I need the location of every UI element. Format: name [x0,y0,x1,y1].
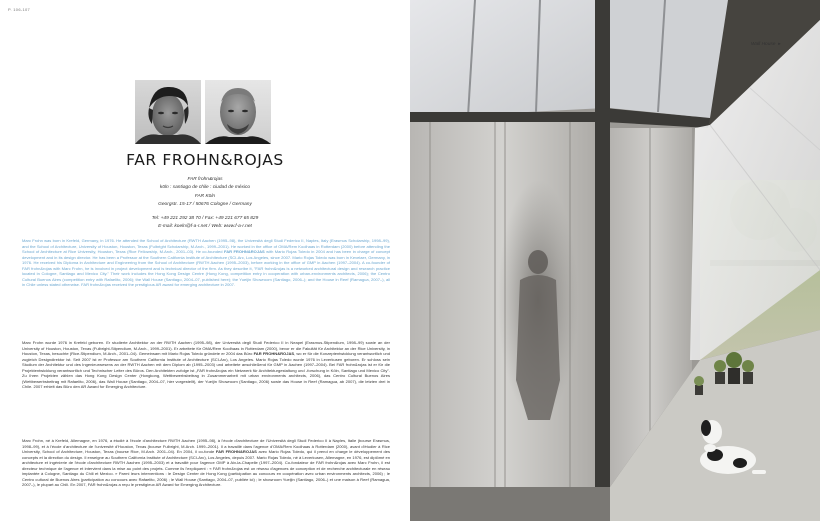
biography-german [22,340,390,390]
contact-phone-fax: Tel: +49 221 292 38 70 / Fax: +49 221 677 65 829 [151,216,259,222]
project-tab-label: Wall House [751,42,776,47]
contact-address: Georgstr. 15-17 / 50676 Cologne / Germany [158,201,252,207]
contact-cities: köln : santiago de chile : ciudad de méxico [159,185,251,191]
bio-fr-firm-name: FAR FROHN&ROJAS [215,449,257,455]
architect-portraits [135,80,271,144]
contact-email-web: E-mail: koeln@f-a-r.net / Web: www.f-a-r.net [158,224,252,230]
bio-fr-text-2: avec Mario Rojas Toledo, qui il prend en charge le développement des concepts et la direction du design. Il enseigne au Southern California Institute of Architecture (SCI-Arc), Los Angeles, depuis 2007. Mario Rojas Toledo, né à Leverkusen, Allemagne, en 1976, est diplômé en architecture et ingénierie de l'école d'architecture RWTH Aachen (1995–2003) et a travaillé pour l'agence GMP à Aix-la-Chapelle (1997–2004). Co-fondateur de FAR frohn&rojas avec Marc Frohn, il est directeur technique de l'agence et intervient dans la mise au point des projets. Comme ils l'expliquent : « FAR frohn&rojas est un réseau d'agences de conception et de recherche architecturale en réseau implantée à Cologne, Santiago du Chili et Mexico. » Parmi leurs interventions : le Design Center de Hong Kong (participation au concours en coopération avec urban environments architects, 2006) ; le Centro cultural de Buenos Aires (participation au concours avec Rafaelito, 2006) ; le Wall House (Santiago, 2004–07, publiée ici) ; le showroom Yueijin (Santiago, 2006–) et une maison à Reef (Ramagua, 2007–), le plupart au Chili. En 2007, FAR frohn&rojas a reçu le prestigieux AR Award for Emerging Architecture. [22,449,390,488]
arrow-right-icon: ► [777,41,782,46]
bio-fr-text-1: Marc Frohn, né à Krefeld, Allemagne, en 1976, a étudié à l'école d'architecture RWTH Aachen (1995–98), à l'école d'architecture de l'Università degli Studi Federico II à Naples, Italie (bourse Erasmus, 1998–99), et à l'école d'architecture de l'université d'Houston, Texas (bourse Fulbright, M.Arch. 1999–2001). Il a travaillé dans l'agence d'OMA/Rem Koolhaas à Rotterdam (2000), avant d'étudier à Rice University, School of Architecture, Houston, Texas (bourse Rice, M.Arch. 2001–04). En 2004, il co-fonde [22,438,390,455]
contact-office: FAR Köln [194,193,216,199]
bio-de-firm-name: FAR FROHN&ROJAS [253,351,295,357]
portrait-mario-rojas-toledo [205,80,271,144]
contact-firm: FAR frohn&rojas [187,177,223,182]
project-tab [751,41,781,47]
biography-english [22,238,390,288]
bio-en-text-2: with Mario Rojas Toledo in 2004 and has been in charge of concept development and in its design director. He has been a Professor at the Southern California Institute of Architecture (SCI-Arc, Los Angeles, since 2007. Mario Rojas Toledo was born in Kevelaer, Germany, in 1976. He received his Diploma in Architecture and Engineering from the School of Architecture (RWTH Aachen (1995–2003), before working in the office of GMP in Aachen (1997–2004). A co-founder of FAR frohn&rojas with Marc Frohn, he is involved in project development and is technical director of the firm. As they describe it, "FAR frohn&rojas is a networked architectural design and research practice located in Cologne, Santiago and Mexico City." Their work includes the Hong Kong Design Centre (Hong Kong, competition entry in cooperation with urban-environments architects, 2006); the Centro Cultural Buenos Aires (competition entry with Rafaelito, 2006); the Wall House (Santiago, 2004–07, published here); the Yueijin Showroom (Santiago, 2006–); and the House in Reef (Ramagua, 2007–), all in Chile unless stated otherwise. FAR frohn&rojas received the prestigious AR award for emerging architecture in 2007. [22,249,391,288]
architect-name: FAR FROHN&ROJAS [126,151,284,169]
bio-de-text-2: , wo er für die Konzeptentwicklung verantwortlich und zugleich Designdirektor ist. Seit 2007 ist er Professor am Southern California Institute of Architecture (SCI-Arc), Los Angeles. Mario Rojas Toledo wurde 1976 in Leverkusen geboren. Er schloss sein Studium der Architektur und des Ingenieurwesens an der RWTH Aachen mit dem Diplom ab (1995–2003) und arbeitete anschließend für GMP in Aachen (1997–2004). Bei FAR frohn&rojas ist er für die Projektentwicklung verantwortlich und Technischer Leiter des Büros. Den Architekten zufolge ist „FAR frohn&rojas ein Netzwerk für Architekturgestaltung und -forschung in Köln, Santiago und Mexico City". Zu ihren Projekten zählen das Hong Kong Design Center (Hongkong, Wettbewerbsbeitrag in Zusammenarbeit mit urban environments architects, 2006), das Centro Cultural Buenos Aires (Wettbewerbsbeitrag mit Rafaelito, 2006), das Wall House (Santiago, 2004–07, hier vorgestellt), der Yueijin Showroom (Santiago, 2006) sowie das House in Reef (Ramagua, ab 2007), die letzten drei in Chile. 2007 erhielt das Büro den AR Award for Emerging Architecture. [22,351,390,390]
bio-de-text-1: Marc Frohn wurde 1976 in Krefeld geboren. Er studierte Architektur an der RWTH Aachen (1995–98), der Università degli Studi Federico II in Neapel (Erasmus-Stipendium, 1998–99) sowie an der University of Houston, Houston, Texas (Fulbright-Stipendium, M.Arch., 1999–2001). Er arbeitete für OMA/Rem Koolhaas in Rotterdam (2000), bevor er die Fakultät für Architektur an der Rice University, in Houston, Texas, besuchte (Rice-Stipendium, M.Arch., 2001–04). Gemeinsam mit Mario Rojas Toledo gründete er 2004 das Büro [22,340,390,357]
bio-en-text-1: Marc Frohn was born in Krefeld, Germany, in 1976. He attended the School of Architecture (RWTH Aachen (1995–98), the Università degli Studi Federico II, Naples, Italy (Erasmus Scholarship, 1998–99), and the School of Architecture, University of Houston, Houston, Texas (Fulbright Scholarship, M.Arch., 1999–2001). He worked in the office of OMA/Rem Koolhaas in Rotterdam (2000) before attending the School of Architecture at Rice University, Houston, Texas (Rice Fellowship, M.Arch., 2001–03). He co-founded [22,238,390,255]
right-page [410,0,820,521]
biography-french [22,438,390,488]
wall-house-photo [410,0,820,521]
portrait-marc-frohn [135,80,201,144]
bio-en-firm-name: FAR FROHN&ROJAS [223,249,265,255]
contact-block [0,176,410,232]
folio: P. 106-107 [8,7,31,12]
